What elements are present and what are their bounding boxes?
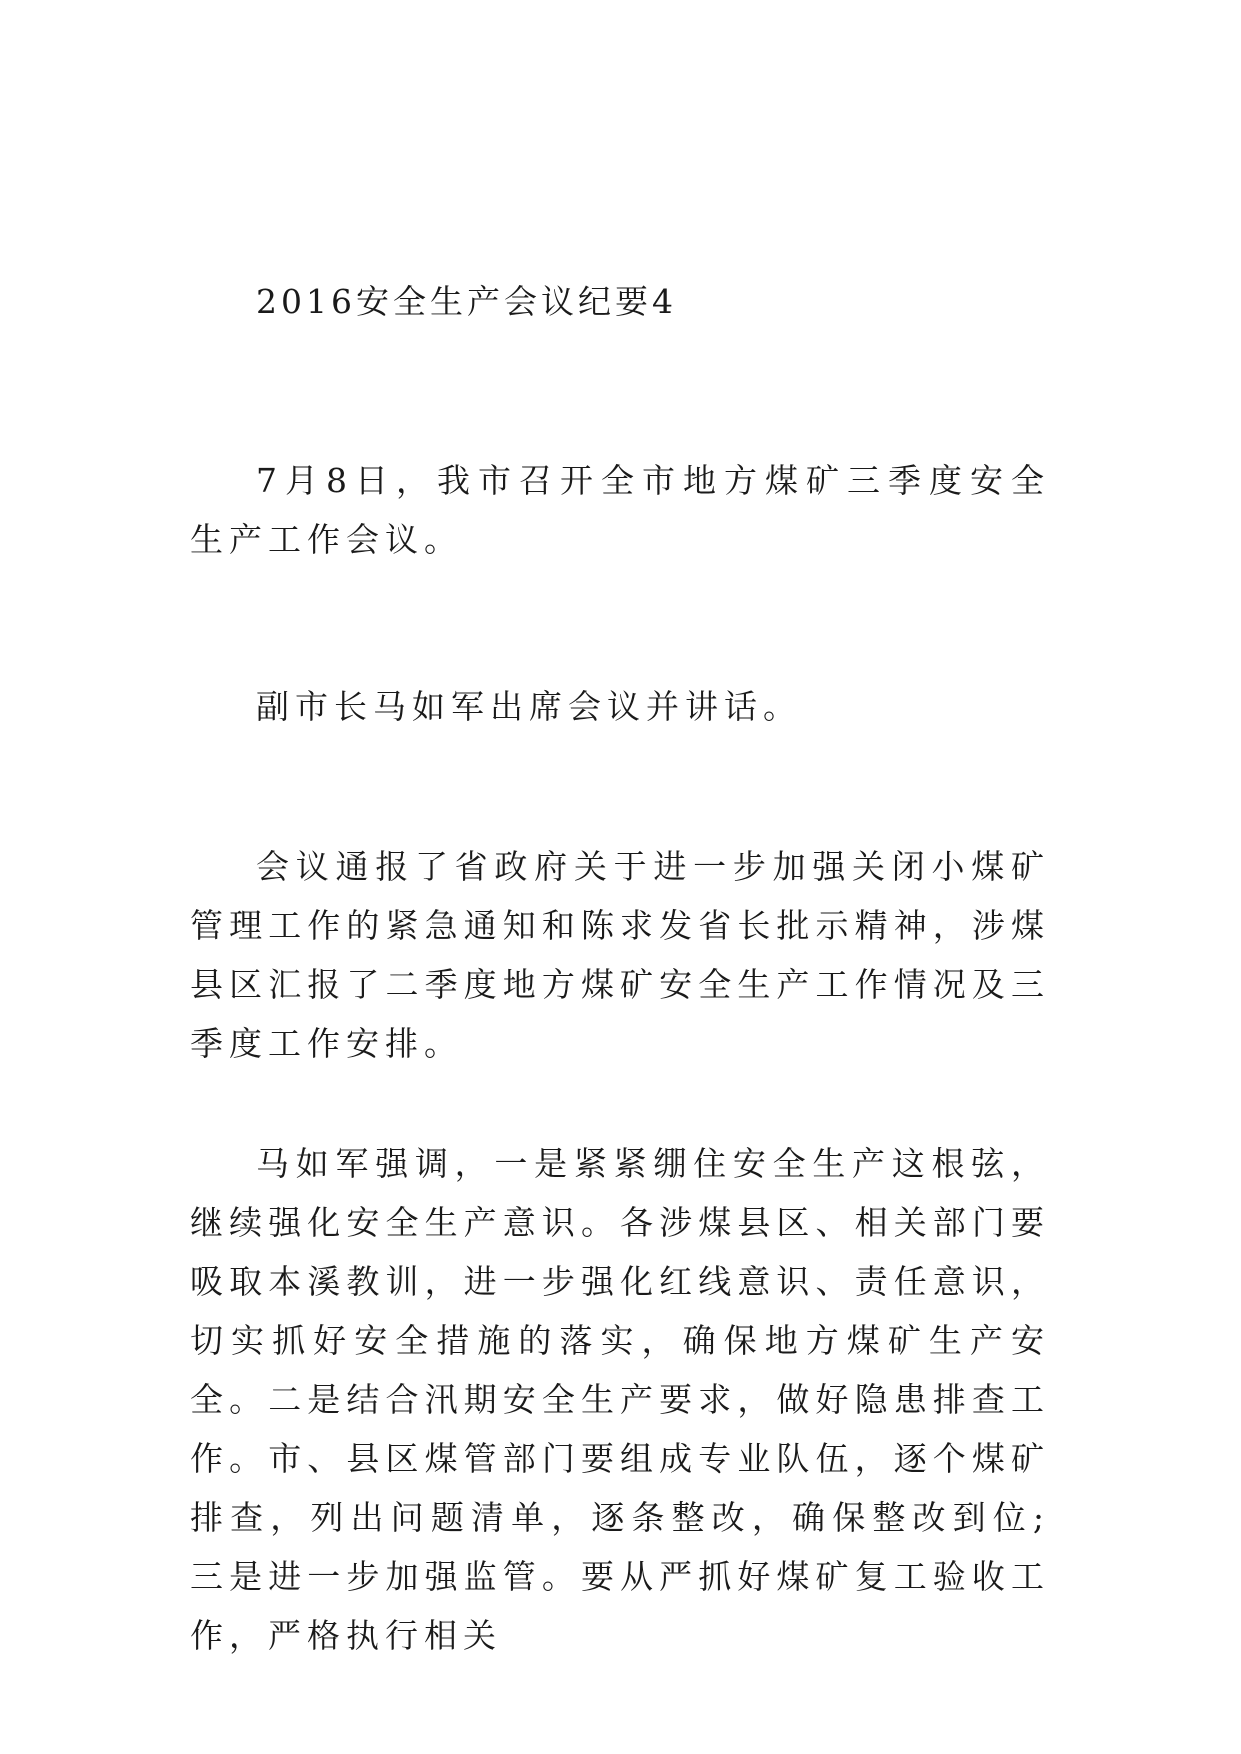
paragraph-emphasis: 马如军强调，一是紧紧绷住安全生产这根弦，继续强化安全生产意识。各涉煤县区、相关部门要吸取本溪教训，进一步强化红线意识、责任意识，切实抓好安全措施的落实，确保地方煤矿生产安全。二是结合汛期安全生产要求，做好隐患排查工作。市、县区煤管部门要组成专业队伍，逐个煤矿排查，列出问题清单，逐条整改，确保整改到位;三是进一步加强监管。要从严抓好煤矿复工验收工作，严格执行相关: [190, 1144, 1050, 1655]
paragraph-meeting-report: 会议通报了省政府关于进一步加强关闭小煤矿管理工作的紧急通知和陈求发省长批示精神，涉煤县区汇报了二季度地方煤矿安全生产工作情况及三季度工作安排。: [190, 847, 1050, 1063]
document-title: 2016安全生产会议纪要4: [256, 282, 677, 321]
paragraph-attendee: 副市长马如军出席会议并讲话。: [256, 687, 802, 726]
paragraph-meeting-date: 7月8日，我市召开全市地方煤矿三季度安全生产工作会议。: [190, 461, 1050, 559]
